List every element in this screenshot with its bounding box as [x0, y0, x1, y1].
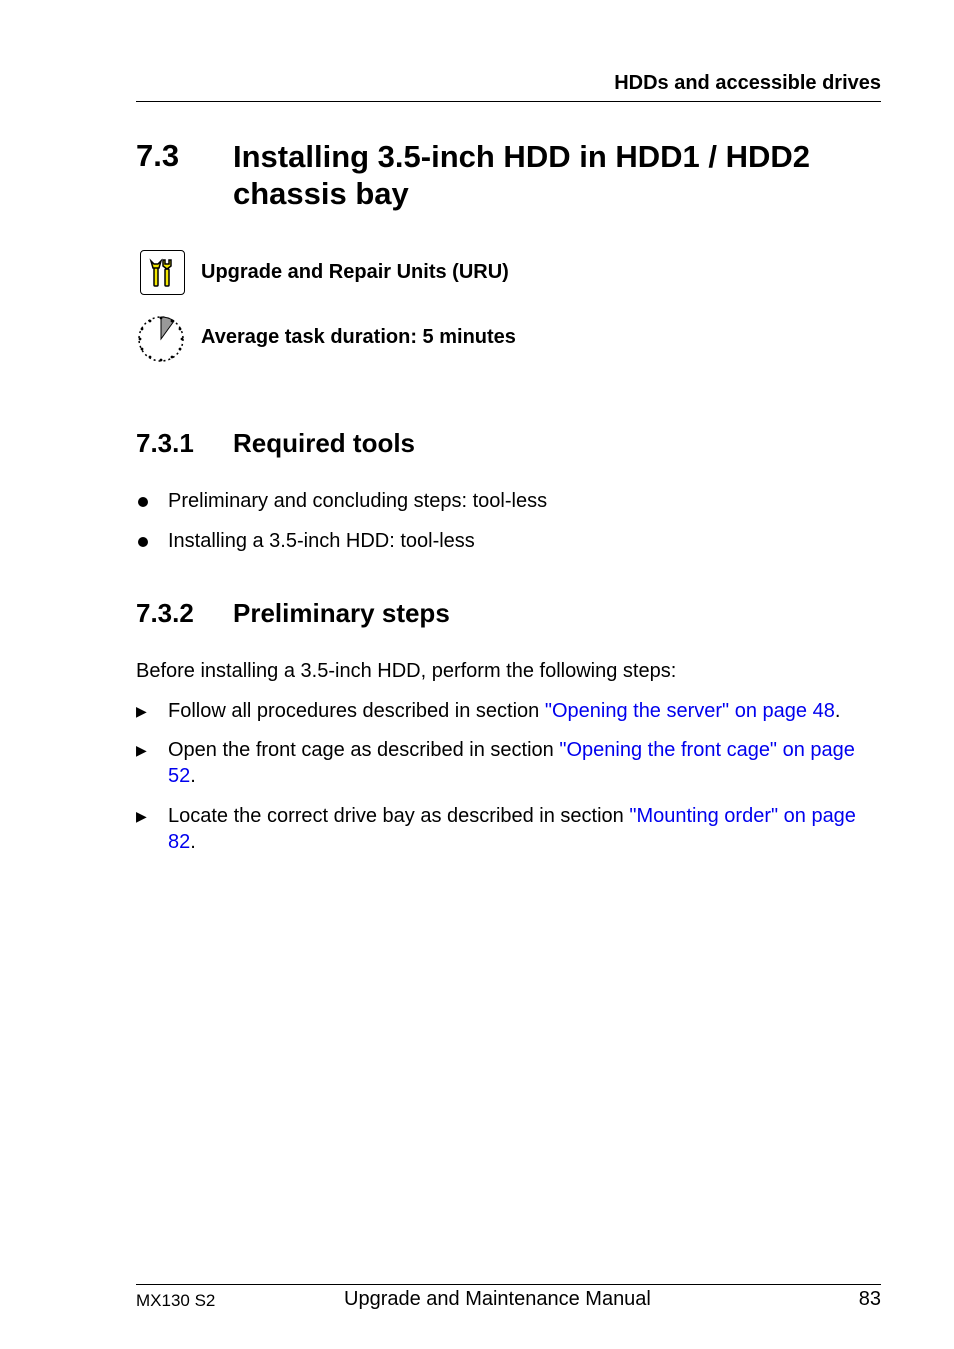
subsection-number-prelim: 7.3.2 — [136, 598, 194, 628]
prelim-intro: Before installing a 3.5-inch HDD, perform the following steps: — [136, 660, 677, 682]
section-title: Installing 3.5-inch HDD in HDD1 / HDD2 chassis bay — [233, 139, 811, 211]
tools-icon — [140, 250, 185, 295]
subsection-title-prelim: Preliminary steps — [233, 598, 450, 628]
step-arrow-icon: ▶ — [136, 742, 147, 758]
bullet-dot — [138, 537, 148, 547]
step-text: Follow all procedures described in section — [168, 700, 545, 722]
list-item: Preliminary and concluding steps: tool-less — [168, 490, 548, 512]
list-item: Installing a 3.5-inch HDD: tool-less — [168, 530, 475, 552]
step-arrow-icon: ▶ — [136, 703, 147, 719]
uru-label: Upgrade and Repair Units (URU) — [201, 261, 509, 283]
step-item — [168, 803, 858, 855]
step-end: . — [190, 831, 196, 853]
link-opening-server[interactable]: "Opening the server" on page 48 — [544, 700, 835, 722]
step-arrow-icon: ▶ — [136, 808, 147, 824]
step-end: . — [834, 700, 841, 722]
subsection-number-tools: 7.3.1 — [136, 428, 194, 458]
link-opening-front-cage[interactable]: "Opening the front cage" on page 52 — [168, 739, 855, 787]
step-item — [168, 737, 858, 789]
step-text: Locate the correct drive bay as described in section — [168, 805, 630, 827]
duration-label: Average task duration: 5 minutes — [201, 326, 516, 348]
bullet-dot — [138, 497, 148, 507]
running-header: HDDs and accessible drives — [614, 72, 881, 94]
footer-model: MX130 S2 — [136, 1291, 216, 1310]
subsection-title-tools: Required tools — [233, 428, 416, 458]
step-item — [168, 698, 883, 724]
footer-manual-title: Upgrade and Maintenance Manual — [344, 1288, 651, 1310]
clock-icon — [137, 315, 187, 365]
header-rule — [136, 101, 881, 102]
section-number: 7.3 — [136, 138, 180, 173]
page-number: 83 — [858, 1288, 881, 1310]
step-end: . — [190, 765, 196, 787]
step-text: Open the front cage as described in section — [168, 739, 560, 761]
footer-rule — [136, 1284, 881, 1285]
link-mounting-order[interactable]: "Mounting order" on page 82 — [168, 805, 856, 853]
